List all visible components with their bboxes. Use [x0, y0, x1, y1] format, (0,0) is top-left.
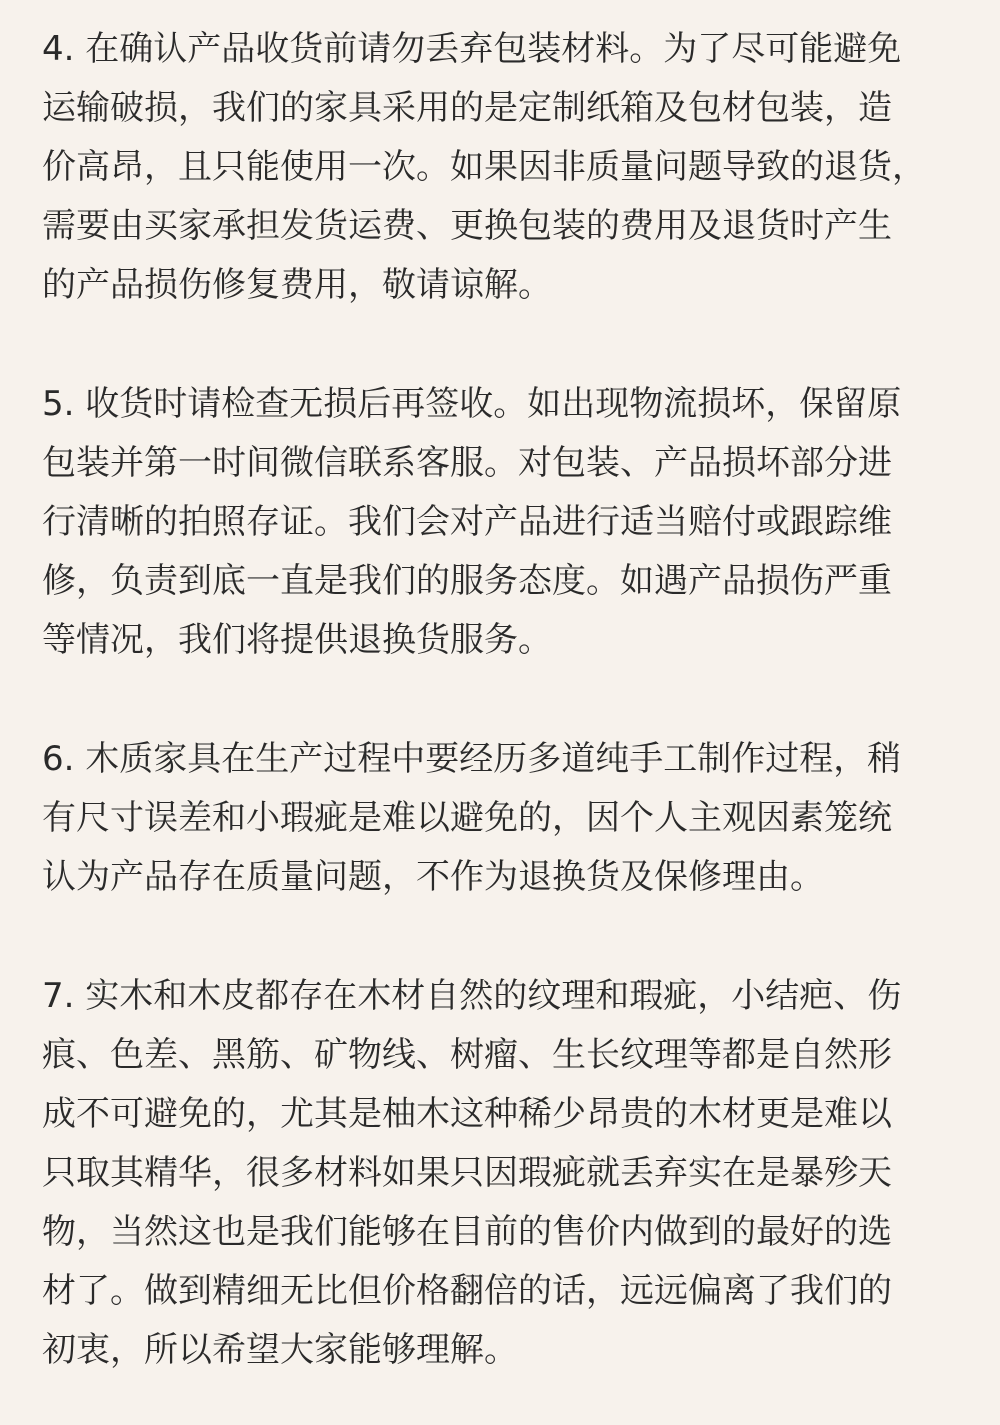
policy-item-4 [42, 20, 962, 315]
text-line: 认为产品存在质量问题，不作为退换货及保修理由。 [42, 857, 824, 897]
text-line: 等情况，我们将提供退换货服务。 [42, 620, 552, 660]
text-line: 6. 木质家具在生产过程中要经历多道纯手工制作过程，稍 [42, 739, 902, 779]
text-line: 成不可避免的，尤其是柚木这种稀少昂贵的木材更是难以 [42, 1094, 892, 1134]
text-line: 需要由买家承担发货运费、更换包装的费用及退货时产生 [42, 206, 892, 246]
text-line: 初衷，所以希望大家能够理解。 [42, 1330, 518, 1370]
text-line: 只取其精华，很多材料如果只因瑕疵就丢弃实在是暴殄天 [42, 1153, 892, 1193]
paragraph-spacer [42, 907, 962, 967]
text-line: 痕、色差、黑筋、矿物线、树瘤、生长纹理等都是自然形 [42, 1035, 892, 1075]
text-line: 的产品损伤修复费用，敬请谅解。 [42, 265, 552, 305]
text-line: 有尺寸误差和小瑕疵是难以避免的，因个人主观因素笼统 [42, 798, 892, 838]
text-line: 7. 实木和木皮都存在木材自然的纹理和瑕疵，小结疤、伤 [42, 976, 902, 1016]
text-line: 4. 在确认产品收货前请勿丢弃包装材料。为了尽可能避免 [42, 29, 902, 69]
policy-item-5 [42, 375, 962, 670]
policy-document [42, 20, 962, 1380]
paragraph-spacer [42, 670, 962, 730]
text-line: 5. 收货时请检查无损后再签收。如出现物流损坏，保留原 [42, 384, 902, 424]
text-line: 修，负责到底一直是我们的服务态度。如遇产品损伤严重 [42, 561, 892, 601]
paragraph-spacer [42, 315, 962, 375]
text-line: 价高昂，且只能使用一次。如果因非质量问题导致的退货， [42, 147, 926, 187]
text-line: 行清晰的拍照存证。我们会对产品进行适当赔付或跟踪维 [42, 502, 892, 542]
text-line: 运输破损，我们的家具采用的是定制纸箱及包材包装，造 [42, 88, 892, 128]
policy-item-7 [42, 967, 962, 1380]
text-line: 物，当然这也是我们能够在目前的售价内做到的最好的选 [42, 1212, 892, 1252]
text-line: 材了。做到精细无比但价格翻倍的话，远远偏离了我们的 [42, 1271, 892, 1311]
text-line: 包装并第一时间微信联系客服。对包装、产品损坏部分进 [42, 443, 892, 483]
policy-item-6 [42, 730, 962, 907]
